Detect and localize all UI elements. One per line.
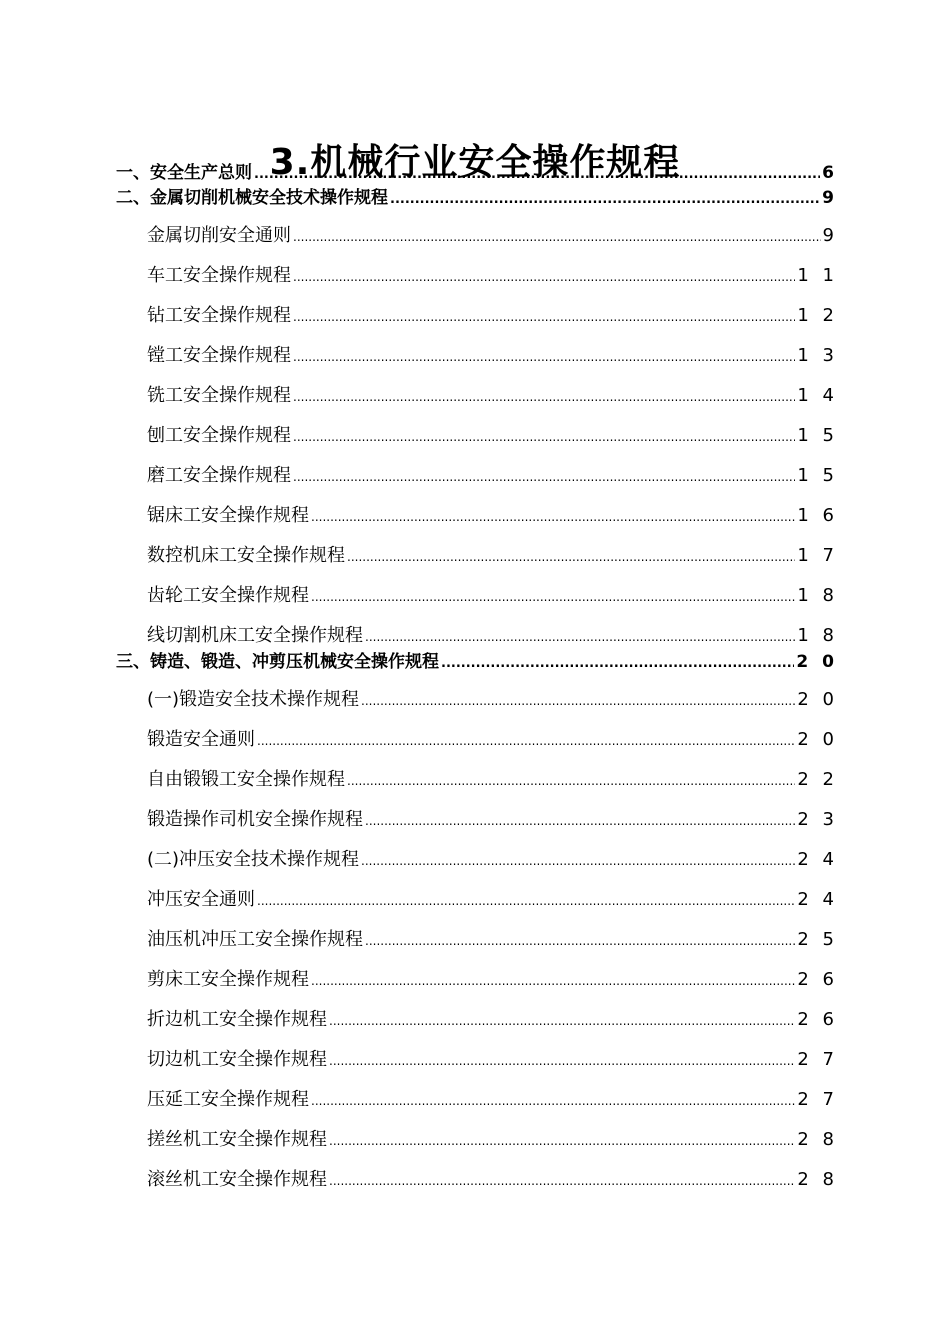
toc-dot-leader [293, 383, 795, 411]
toc-entry-label: 车工安全操作规程 [147, 265, 291, 286]
toc-entry-page-number: 1 5 [797, 425, 838, 446]
toc-dot-leader [365, 623, 795, 651]
toc-entry[interactable] [147, 1046, 838, 1074]
toc-entry-label: 锻造安全通则 [147, 729, 255, 750]
toc-dot-leader [390, 188, 820, 212]
toc-dot-leader [347, 767, 795, 795]
toc-dot-leader [311, 967, 795, 995]
toc-entry-label: 齿轮工安全操作规程 [147, 585, 309, 606]
toc-entry-page-number: 2 0 [796, 652, 838, 672]
toc-entry-page-number: 2 2 [797, 769, 838, 790]
toc-entry[interactable] [147, 1006, 838, 1034]
toc-dot-leader [329, 1007, 795, 1035]
toc-entry-label: 刨工安全操作规程 [147, 425, 291, 446]
toc-entry[interactable] [147, 582, 838, 610]
toc-entry-page-number: 9 [822, 188, 838, 208]
toc-entry[interactable] [147, 622, 838, 650]
toc-entry-page-number: 2 3 [797, 809, 838, 830]
toc-entry-label: 冲压安全通则 [147, 889, 255, 910]
toc-entry-page-number: 6 [822, 163, 838, 183]
toc-entry-page-number: 1 6 [797, 505, 838, 526]
toc-dot-leader [293, 263, 795, 291]
toc-dot-leader [311, 503, 795, 531]
toc-entry-page-number: 1 7 [797, 545, 838, 566]
toc-entry[interactable] [147, 806, 838, 834]
toc-dot-leader [347, 543, 795, 571]
toc-entry-label: 数控机床工安全操作规程 [147, 545, 345, 566]
toc-dot-leader [293, 223, 821, 251]
toc-dot-leader [293, 343, 795, 371]
toc-entry[interactable] [147, 222, 838, 250]
toc-entry-label: 压延工安全操作规程 [147, 1089, 309, 1110]
toc-entry-page-number: 1 5 [797, 465, 838, 486]
toc-entry[interactable] [147, 382, 838, 410]
toc-entry[interactable] [147, 1166, 838, 1194]
toc-entry-page-number: 2 0 [797, 689, 838, 710]
toc-entry[interactable] [147, 502, 838, 530]
toc-entry[interactable] [116, 161, 838, 185]
toc-entry[interactable] [147, 766, 838, 794]
toc-entry-page-number: 2 6 [797, 969, 838, 990]
toc-entry-label: 磨工安全操作规程 [147, 465, 291, 486]
toc-entry-label: 自由锻锻工安全操作规程 [147, 769, 345, 790]
toc-entry-label: 线切割机床工安全操作规程 [147, 625, 363, 646]
toc-dot-leader [365, 927, 795, 955]
toc-entry-label: 油压机冲压工安全操作规程 [147, 929, 363, 950]
toc-dot-leader [257, 887, 795, 915]
toc-entry-page-number: 1 8 [797, 585, 838, 606]
toc-entry-label: 镗工安全操作规程 [147, 345, 291, 366]
toc-entry-label: 锯床工安全操作规程 [147, 505, 309, 526]
toc-entry-label: 切边机工安全操作规程 [147, 1049, 327, 1070]
toc-entry-page-number: 2 4 [797, 849, 838, 870]
toc-dot-leader [254, 163, 820, 187]
toc-entry-page-number: 2 4 [797, 889, 838, 910]
toc-dot-leader [365, 807, 795, 835]
toc-entry-label: 钻工安全操作规程 [147, 305, 291, 326]
toc-dot-leader [441, 652, 794, 676]
toc-entry[interactable] [147, 342, 838, 370]
toc-dot-leader [329, 1127, 795, 1155]
toc-entry-page-number: 1 1 [797, 265, 838, 286]
toc-entry-page-number: 1 8 [797, 625, 838, 646]
toc-entry[interactable] [147, 846, 838, 874]
toc-dot-leader [293, 463, 795, 491]
toc-entry-label: (二)冲压安全技术操作规程 [147, 849, 360, 870]
toc-dot-leader [311, 1087, 795, 1115]
toc-entry-page-number: 2 8 [797, 1169, 838, 1190]
toc-entry[interactable] [147, 686, 838, 714]
toc-entry-label: 一、安全生产总则 [116, 163, 252, 183]
toc-entry[interactable] [147, 726, 838, 754]
toc-entry-label: (一)锻造安全技术操作规程 [147, 689, 360, 710]
toc-entry-page-number: 2 6 [797, 1009, 838, 1030]
toc-dot-leader [293, 303, 795, 331]
toc-entry-page-number: 2 7 [797, 1049, 838, 1070]
toc-entry[interactable] [147, 926, 838, 954]
toc-dot-leader [311, 583, 795, 611]
toc-entry-label: 剪床工安全操作规程 [147, 969, 309, 990]
toc-dot-leader [329, 1047, 795, 1075]
toc-entry-page-number: 1 2 [797, 305, 838, 326]
toc-entry-page-number: 2 0 [797, 729, 838, 750]
toc-entry[interactable] [147, 966, 838, 994]
toc-dot-leader [361, 687, 795, 715]
toc-entry[interactable] [147, 542, 838, 570]
document-title: 3.机械行业安全操作规程 [269, 142, 681, 184]
toc-entry-label: 二、金属切削机械安全技术操作规程 [116, 188, 388, 208]
toc-entry-page-number: 9 [822, 225, 838, 246]
toc-entry[interactable] [116, 186, 838, 210]
toc-entry-label: 铣工安全操作规程 [147, 385, 291, 406]
toc-entry[interactable] [147, 886, 838, 914]
toc-entry[interactable] [147, 422, 838, 450]
toc-dot-leader [329, 1167, 795, 1195]
toc-entry-label: 搓丝机工安全操作规程 [147, 1129, 327, 1150]
toc-entry-page-number: 2 7 [797, 1089, 838, 1110]
toc-dot-leader [257, 727, 795, 755]
toc-entry-label: 滚丝机工安全操作规程 [147, 1169, 327, 1190]
toc-entry[interactable] [147, 302, 838, 330]
toc-entry-label: 三、铸造、锻造、冲剪压机械安全操作规程 [116, 652, 439, 672]
toc-entry-page-number: 2 5 [797, 929, 838, 950]
toc-entry-page-number: 1 3 [797, 345, 838, 366]
toc-entry[interactable] [147, 462, 838, 490]
toc-dot-leader [361, 847, 795, 875]
toc-entry-label: 锻造操作司机安全操作规程 [147, 809, 363, 830]
toc-entry-page-number: 1 4 [797, 385, 838, 406]
toc-entry[interactable] [147, 262, 838, 290]
toc-entry[interactable] [147, 1126, 838, 1154]
toc-entry-page-number: 2 8 [797, 1129, 838, 1150]
toc-entry-label: 折边机工安全操作规程 [147, 1009, 327, 1030]
toc-entry-label: 金属切削安全通则 [147, 225, 291, 246]
toc-entry[interactable] [116, 650, 838, 674]
toc-entry[interactable] [147, 1086, 838, 1114]
toc-dot-leader [293, 423, 795, 451]
